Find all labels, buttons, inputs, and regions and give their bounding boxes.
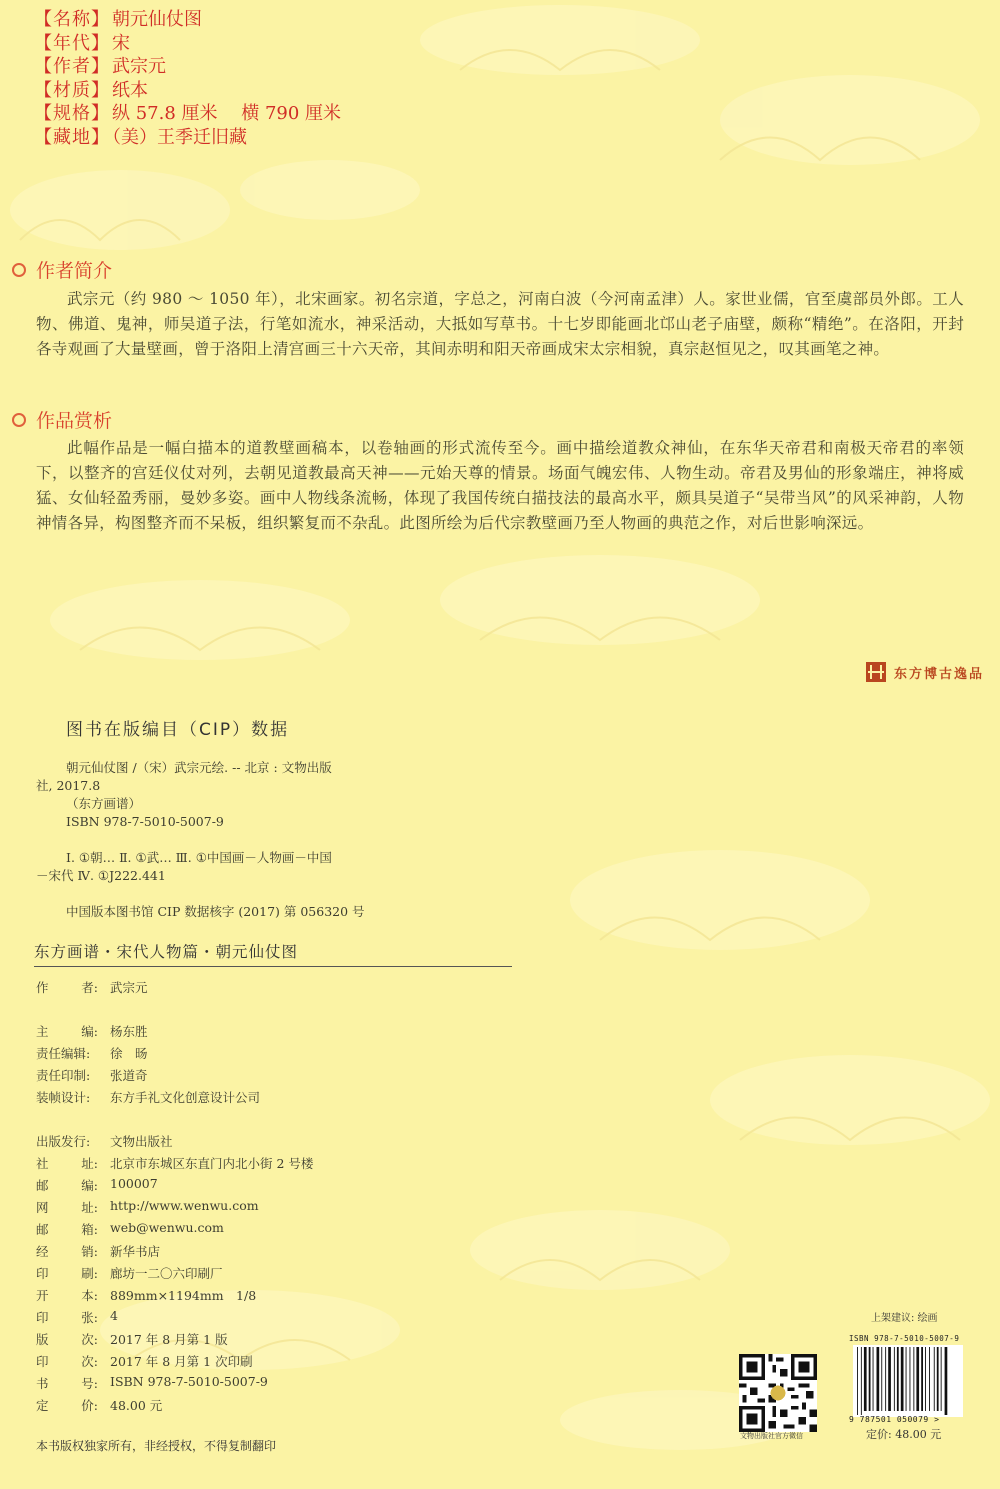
cip-line: 社, 2017.8	[36, 778, 101, 793]
credit-row	[36, 1242, 160, 1260]
credit-label: 号:	[81, 1376, 98, 1391]
cip-line: ISBN 978-7-5010-5007-9	[66, 814, 224, 829]
credit-label: 印	[36, 1266, 49, 1281]
cip-line: （东方画谱）	[66, 796, 142, 811]
barcode-bar	[929, 1347, 930, 1411]
credit-label: 址:	[81, 1200, 98, 1215]
info-row-name	[34, 8, 341, 32]
barcode-bar	[897, 1347, 899, 1411]
info-row-size	[34, 102, 341, 126]
brand-seal-icon	[866, 662, 886, 682]
cip-title: 图书在版编目（CIP）数据	[66, 720, 290, 740]
credit-row	[36, 1132, 173, 1150]
info-row-collection	[34, 126, 341, 150]
section-title: 作品赏析	[36, 410, 113, 432]
barcode-bar	[894, 1347, 895, 1411]
credit-value: 徐 旸	[110, 1046, 148, 1061]
credit-label: 责任编辑:	[36, 1046, 91, 1061]
info-label: 【年代】	[34, 32, 110, 54]
credit-label: 邮	[36, 1178, 49, 1193]
credit-row	[36, 1374, 268, 1392]
credit-value: 杨东胜	[110, 1024, 148, 1039]
credit-label: 版	[36, 1332, 49, 1347]
author-section-heading	[12, 256, 112, 283]
credit-label: 开	[36, 1288, 49, 1303]
email-link[interactable]: web@wenwu.com	[110, 1220, 224, 1235]
info-label: 【规格】	[34, 103, 110, 124]
isbn-barcode	[853, 1345, 963, 1417]
barcode-bar	[861, 1347, 862, 1415]
barcode-bar	[937, 1347, 939, 1411]
cip-line: 中国版本图书馆 CIP 数据核字 (2017) 第 056320 号	[66, 904, 365, 919]
barcode-bar	[916, 1347, 919, 1411]
credit-value: 张道奇	[110, 1068, 148, 1083]
copyright-notice: 本书版权独家所有，非经授权，不得复制翻印	[36, 1439, 277, 1453]
qr-caption: 文物出版社官方微信	[740, 1432, 803, 1440]
credit-row	[36, 1198, 259, 1216]
book-series-title: 东方画谱・宋代人物篇・朝元仙仗图	[34, 943, 299, 961]
credit-row	[36, 1022, 148, 1040]
work-analysis-paragraph: 此幅作品是一幅白描本的道教壁画稿本，以卷轴画的形式流传至今。画中描绘道教众神仙，在东华天帝君和南极天帝君的率领下，以整齐的宫廷仪仗对列，去朝见道教最高天神——元始天尊的情景。场面气魄宏伟、人物生动。帝君及男仙的形象端庄，神将威猛、女仙轻盈秀丽，曼妙多姿。画中人物线条流畅，体现了我国传统白描技法的最高水平，颇具吴道子“吴带当风”的风采神韵，人物神情各异，构图整齐而不呆板，组织繁复而不杂乱。此图所绘为后代宗教壁画乃至人物画的典范之作，对后世影响深远。	[36, 439, 964, 532]
credit-label: 刷:	[81, 1266, 98, 1281]
credit-label: 销:	[81, 1244, 98, 1259]
credit-value: 2017 年 8 月第 1 版	[110, 1332, 228, 1347]
credit-label: 址:	[81, 1156, 98, 1171]
barcode-bar	[901, 1347, 904, 1411]
credit-row	[36, 1396, 162, 1414]
credit-label: 出版发行:	[36, 1134, 91, 1149]
barcode-bar	[877, 1347, 880, 1411]
work-section-heading	[12, 406, 112, 433]
info-value: 纵 57.8 厘米 横 790 厘米	[112, 103, 342, 124]
credit-label: 印	[36, 1354, 49, 1369]
credit-row	[36, 978, 148, 996]
credit-label: 者:	[81, 980, 98, 995]
credit-label: 邮	[36, 1222, 49, 1237]
barcode-digits: 9 787501 050079 >	[849, 1415, 940, 1424]
back-price: 定价: 48.00 元	[866, 1428, 942, 1441]
credit-label: 主	[36, 1024, 49, 1039]
barcode-bar	[864, 1347, 867, 1411]
barcode-bar	[881, 1347, 882, 1411]
credit-row	[36, 1220, 224, 1238]
credit-label: 书	[36, 1376, 49, 1391]
info-label: 【作者】	[34, 56, 110, 77]
credit-value: 2017 年 8 月第 1 次印刷	[110, 1354, 253, 1369]
barcode-bar	[888, 1347, 891, 1411]
credit-label: 网	[36, 1200, 49, 1215]
barcode-bar	[906, 1347, 907, 1411]
credit-label: 价:	[81, 1398, 98, 1413]
credit-row	[36, 1286, 256, 1304]
info-row-material	[34, 79, 341, 103]
circle-bullet-icon	[12, 263, 26, 277]
barcode-bar	[925, 1347, 926, 1411]
barcode-bar	[921, 1347, 923, 1411]
credit-value: 48.00 元	[110, 1398, 163, 1413]
credit-label: 本:	[81, 1288, 98, 1303]
barcode-bar	[934, 1347, 935, 1411]
info-value: 朝元仙仗图	[112, 9, 202, 30]
info-label: 【名称】	[34, 9, 110, 30]
barcode-bar	[941, 1347, 942, 1411]
credit-value: 100007	[110, 1176, 158, 1191]
credit-label: 印	[36, 1310, 49, 1325]
info-value: 纸本	[112, 79, 148, 101]
credit-value: 武宗元	[110, 980, 148, 995]
barcode-bar	[945, 1347, 948, 1415]
credit-row	[36, 1088, 260, 1106]
cip-line: 朝元仙仗图 /（宋）武宗元绘. -- 北京 : 文物出版	[66, 760, 332, 775]
credit-label: 张:	[81, 1310, 98, 1325]
barcode-bar	[869, 1347, 871, 1411]
divider	[34, 966, 512, 967]
info-label: 【材质】	[34, 79, 110, 101]
credit-value: 东方手礼文化创意设计公司	[110, 1090, 261, 1105]
credit-label: 责任印制:	[36, 1068, 91, 1083]
cip-line: Ⅰ. ①朝… Ⅱ. ①武… Ⅲ. ①中国画－人物画－中国	[66, 850, 332, 865]
credit-value: 文物出版社	[110, 1134, 173, 1149]
credit-row	[36, 1154, 313, 1172]
info-row-era	[34, 32, 341, 56]
credit-label: 社	[36, 1156, 49, 1171]
shelf-suggestion: 上架建议: 绘画	[871, 1313, 938, 1324]
credit-value: 新华书店	[110, 1244, 161, 1259]
cip-line: －宋代 Ⅳ. ①J222.441	[36, 868, 166, 883]
info-row-author	[34, 55, 341, 79]
credit-label: 经	[36, 1244, 49, 1259]
credit-label: 箱:	[81, 1222, 98, 1237]
credit-row	[36, 1066, 148, 1084]
credit-row	[36, 1352, 253, 1370]
credit-row	[36, 1176, 158, 1194]
credit-value: 4	[110, 1308, 118, 1323]
credit-row	[36, 1330, 228, 1348]
info-value: 宋	[112, 32, 130, 54]
credit-label: 次:	[81, 1332, 98, 1347]
barcode-bar	[857, 1347, 858, 1415]
credit-label: 作	[36, 980, 49, 995]
credit-row	[36, 1044, 148, 1062]
barcode-bar	[910, 1347, 911, 1411]
barcode-bar	[873, 1347, 874, 1411]
credit-label: 装帧设计:	[36, 1090, 91, 1105]
credit-row	[36, 1264, 223, 1282]
credit-label: 编:	[81, 1178, 98, 1193]
barcode-isbn: ISBN 978-7-5010-5007-9	[849, 1334, 960, 1343]
section-title: 作者简介	[36, 260, 113, 282]
artwork-info	[34, 8, 341, 149]
barcode-bar	[885, 1347, 886, 1411]
qr-code-icon[interactable]	[739, 1354, 817, 1432]
credit-row	[36, 1308, 118, 1326]
credit-value: 廊坊一二〇六印刷厂	[110, 1266, 223, 1281]
author-bio-paragraph: 武宗元（约 980 ～ 1050 年），北宋画家。初名宗道，字总之，河南白波（今河南孟津）人。家世业儒，官至虞部员外郎。工人物、佛道、鬼神，师吴道子法，行笔如流水，神采活动，大抵如写草书。十七岁即能画北邙山老子庙壁，颇称“精绝”。在洛阳，开封各寺观画了大量壁画，曾于洛阳上清宫画三十六天帝，其间赤明和阳天帝画成宋太宗相貌，真宗赵恒见之，叹其画笔之神。	[36, 290, 964, 358]
credit-value: 北京市东城区东直门内北小街 2 号楼	[110, 1156, 314, 1171]
barcode-bar	[913, 1347, 914, 1411]
website-link[interactable]: http://www.wenwu.com	[110, 1198, 259, 1213]
info-value: 武宗元	[112, 56, 166, 77]
credit-value: ISBN 978-7-5010-5007-9	[110, 1374, 268, 1389]
credit-label: 次:	[81, 1354, 98, 1369]
brand-name: 东方博古逸品	[894, 666, 985, 682]
credit-value: 889mm×1194mm 1/8	[110, 1288, 257, 1303]
credit-label: 定	[36, 1398, 49, 1413]
circle-bullet-icon	[12, 413, 26, 427]
brand-logo	[866, 662, 984, 682]
credit-label: 编:	[81, 1024, 98, 1039]
info-label: 【藏地】	[34, 126, 110, 148]
info-value: （美）王季迁旧藏	[112, 126, 247, 148]
